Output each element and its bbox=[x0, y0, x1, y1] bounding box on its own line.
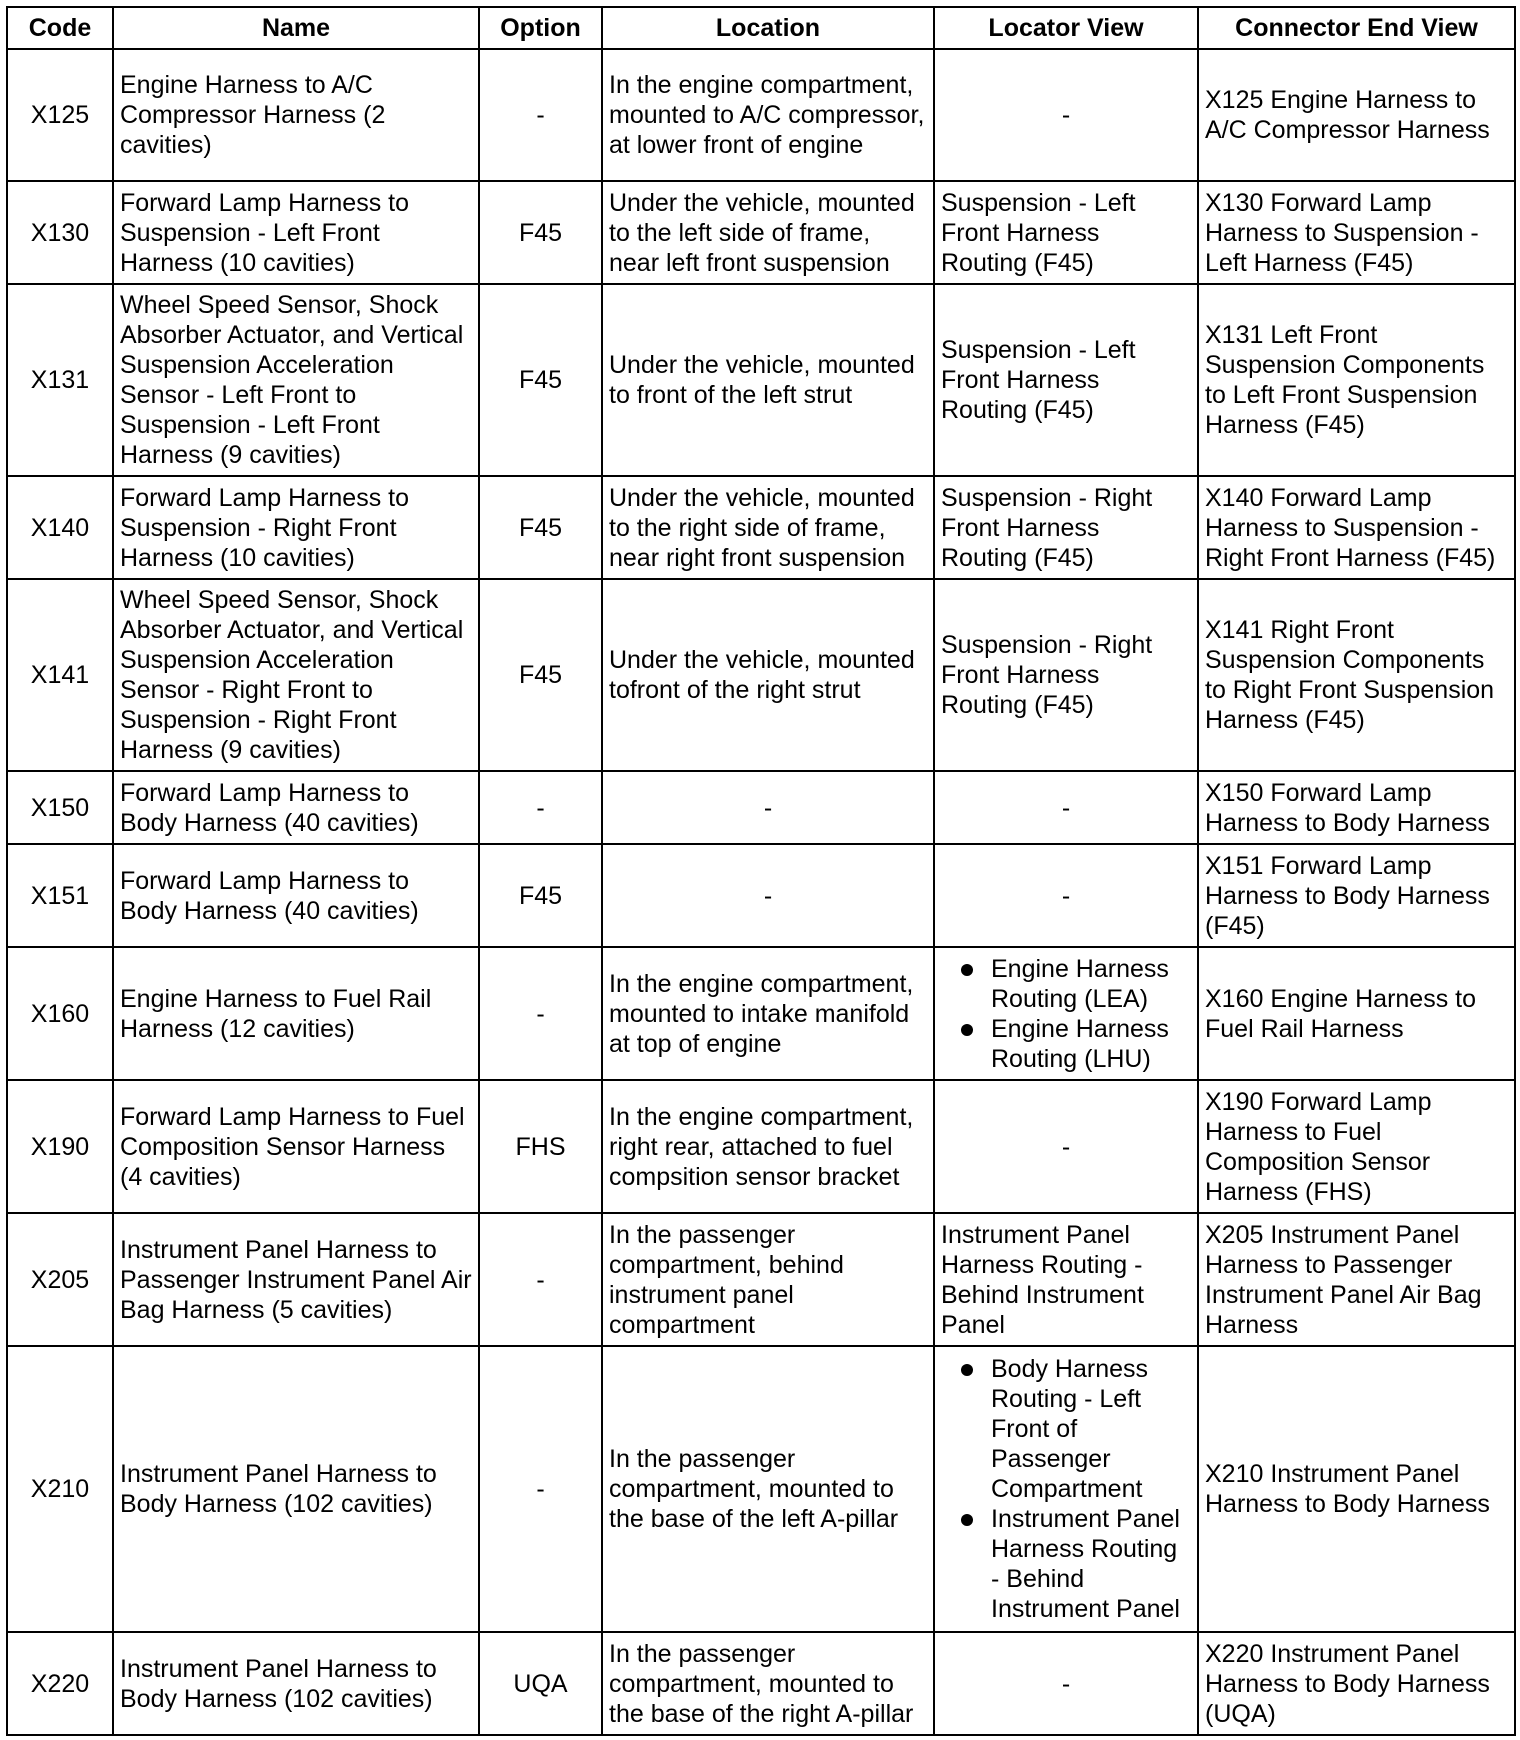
cell-locator-view: - bbox=[934, 771, 1198, 844]
cell-location: In the engine compartment, right rear, attached to fuel compsition sensor bracket bbox=[602, 1080, 934, 1213]
cell-name: Wheel Speed Sensor, Shock Absorber Actuator, and Vertical Suspension Acceleration Sensor - Left Front to Suspension - Left Front Harness (9 cavities) bbox=[113, 284, 479, 476]
cell-locator-view: Instrument Panel Harness Routing - Behind Instrument Panel bbox=[934, 1213, 1198, 1346]
cell-locator-view: - bbox=[934, 844, 1198, 947]
cell-location: - bbox=[602, 844, 934, 947]
header-name: Name bbox=[113, 7, 479, 49]
cell-name: Forward Lamp Harness to Body Harness (40 cavities) bbox=[113, 844, 479, 947]
locator-view-item: Instrument Panel Harness Routing - Behind Instrument Panel bbox=[941, 1504, 1191, 1624]
cell-connector-end-view: X141 Right Front Suspension Components to Right Front Suspension Harness (F45) bbox=[1198, 579, 1515, 771]
cell-name: Forward Lamp Harness to Suspension - Right Front Harness (10 cavities) bbox=[113, 476, 479, 579]
cell-code: X160 bbox=[7, 947, 113, 1080]
cell-code: X150 bbox=[7, 771, 113, 844]
cell-code: X210 bbox=[7, 1346, 113, 1632]
cell-option: - bbox=[479, 1346, 602, 1632]
table-row bbox=[7, 1346, 1515, 1632]
cell-location: In the passenger compartment, behind instrument panel compartment bbox=[602, 1213, 934, 1346]
cell-location: In the passenger compartment, mounted to the base of the left A-pillar bbox=[602, 1346, 934, 1632]
cell-option: F45 bbox=[479, 284, 602, 476]
cell-location: Under the vehicle, mounted to the left side of frame, near left front suspension bbox=[602, 181, 934, 284]
cell-name: Instrument Panel Harness to Body Harness (102 cavities) bbox=[113, 1632, 479, 1735]
header-option: Option bbox=[479, 7, 602, 49]
cell-connector-end-view: X151 Forward Lamp Harness to Body Harness (F45) bbox=[1198, 844, 1515, 947]
table-row bbox=[7, 284, 1515, 476]
cell-option: - bbox=[479, 1213, 602, 1346]
cell-location: Under the vehicle, mounted to front of the left strut bbox=[602, 284, 934, 476]
cell-option: F45 bbox=[479, 181, 602, 284]
header-row bbox=[7, 7, 1515, 49]
cell-locator-view: - bbox=[934, 1632, 1198, 1735]
cell-name: Forward Lamp Harness to Body Harness (40 cavities) bbox=[113, 771, 479, 844]
table-row bbox=[7, 1213, 1515, 1346]
cell-name: Engine Harness to A/C Compressor Harness (2 cavities) bbox=[113, 49, 479, 181]
header-locator-view: Locator View bbox=[934, 7, 1198, 49]
cell-name: Engine Harness to Fuel Rail Harness (12 cavities) bbox=[113, 947, 479, 1080]
cell-code: X140 bbox=[7, 476, 113, 579]
connector-table bbox=[6, 6, 1516, 1736]
cell-location: In the engine compartment, mounted to A/C compressor, at lower front of engine bbox=[602, 49, 934, 181]
table-row bbox=[7, 49, 1515, 181]
table-row bbox=[7, 844, 1515, 947]
header-code: Code bbox=[7, 7, 113, 49]
cell-code: X190 bbox=[7, 1080, 113, 1213]
cell-option: FHS bbox=[479, 1080, 602, 1213]
locator-view-list bbox=[941, 954, 1191, 1074]
cell-connector-end-view: X190 Forward Lamp Harness to Fuel Composition Sensor Harness (FHS) bbox=[1198, 1080, 1515, 1213]
cell-option: - bbox=[479, 947, 602, 1080]
cell-option: UQA bbox=[479, 1632, 602, 1735]
table-row bbox=[7, 947, 1515, 1080]
cell-locator-view: Suspension - Right Front Harness Routing (F45) bbox=[934, 476, 1198, 579]
cell-locator-view bbox=[934, 1346, 1198, 1632]
cell-connector-end-view: X131 Left Front Suspension Components to Left Front Suspension Harness (F45) bbox=[1198, 284, 1515, 476]
cell-connector-end-view: X220 Instrument Panel Harness to Body Harness (UQA) bbox=[1198, 1632, 1515, 1735]
cell-option: F45 bbox=[479, 844, 602, 947]
table-row bbox=[7, 771, 1515, 844]
header-location: Location bbox=[602, 7, 934, 49]
cell-name: Wheel Speed Sensor, Shock Absorber Actuator, and Vertical Suspension Acceleration Sensor - Right Front to Suspension - Right Front Harness (9 cavities) bbox=[113, 579, 479, 771]
cell-connector-end-view: X205 Instrument Panel Harness to Passenger Instrument Panel Air Bag Harness bbox=[1198, 1213, 1515, 1346]
table-row bbox=[7, 579, 1515, 771]
cell-option: - bbox=[479, 49, 602, 181]
cell-connector-end-view: X125 Engine Harness to A/C Compressor Harness bbox=[1198, 49, 1515, 181]
cell-locator-view: Suspension - Left Front Harness Routing (F45) bbox=[934, 284, 1198, 476]
cell-name: Instrument Panel Harness to Passenger Instrument Panel Air Bag Harness (5 cavities) bbox=[113, 1213, 479, 1346]
cell-option: - bbox=[479, 771, 602, 844]
cell-locator-view: Suspension - Right Front Harness Routing (F45) bbox=[934, 579, 1198, 771]
cell-code: X125 bbox=[7, 49, 113, 181]
cell-name: Instrument Panel Harness to Body Harness (102 cavities) bbox=[113, 1346, 479, 1632]
cell-option: F45 bbox=[479, 476, 602, 579]
cell-location: In the passenger compartment, mounted to the base of the right A-pillar bbox=[602, 1632, 934, 1735]
cell-location: Under the vehicle, mounted to the right side of frame, near right front suspension bbox=[602, 476, 934, 579]
cell-connector-end-view: X130 Forward Lamp Harness to Suspension - Left Harness (F45) bbox=[1198, 181, 1515, 284]
table-row bbox=[7, 1080, 1515, 1213]
cell-connector-end-view: X210 Instrument Panel Harness to Body Harness bbox=[1198, 1346, 1515, 1632]
cell-name: Forward Lamp Harness to Fuel Composition Sensor Harness (4 cavities) bbox=[113, 1080, 479, 1213]
table-row bbox=[7, 476, 1515, 579]
cell-name: Forward Lamp Harness to Suspension - Left Front Harness (10 cavities) bbox=[113, 181, 479, 284]
cell-locator-view: - bbox=[934, 49, 1198, 181]
table-row bbox=[7, 1632, 1515, 1735]
cell-location: Under the vehicle, mounted tofront of the right strut bbox=[602, 579, 934, 771]
header-connector-end-view: Connector End View bbox=[1198, 7, 1515, 49]
connector-list-sheet bbox=[6, 6, 1514, 1736]
cell-option: F45 bbox=[479, 579, 602, 771]
cell-location: In the engine compartment, mounted to intake manifold at top of engine bbox=[602, 947, 934, 1080]
cell-code: X130 bbox=[7, 181, 113, 284]
cell-location: - bbox=[602, 771, 934, 844]
locator-view-item: Engine Harness Routing (LEA) bbox=[941, 954, 1191, 1014]
cell-code: X131 bbox=[7, 284, 113, 476]
cell-connector-end-view: X140 Forward Lamp Harness to Suspension - Right Front Harness (F45) bbox=[1198, 476, 1515, 579]
table-row bbox=[7, 181, 1515, 284]
cell-locator-view: Suspension - Left Front Harness Routing (F45) bbox=[934, 181, 1198, 284]
cell-code: X151 bbox=[7, 844, 113, 947]
cell-connector-end-view: X150 Forward Lamp Harness to Body Harness bbox=[1198, 771, 1515, 844]
cell-locator-view bbox=[934, 947, 1198, 1080]
cell-connector-end-view: X160 Engine Harness to Fuel Rail Harness bbox=[1198, 947, 1515, 1080]
cell-code: X141 bbox=[7, 579, 113, 771]
cell-code: X205 bbox=[7, 1213, 113, 1346]
cell-code: X220 bbox=[7, 1632, 113, 1735]
locator-view-item: Body Harness Routing - Left Front of Passenger Compartment bbox=[941, 1354, 1191, 1504]
locator-view-list bbox=[941, 1354, 1191, 1624]
locator-view-item: Engine Harness Routing (LHU) bbox=[941, 1014, 1191, 1074]
cell-locator-view: - bbox=[934, 1080, 1198, 1213]
